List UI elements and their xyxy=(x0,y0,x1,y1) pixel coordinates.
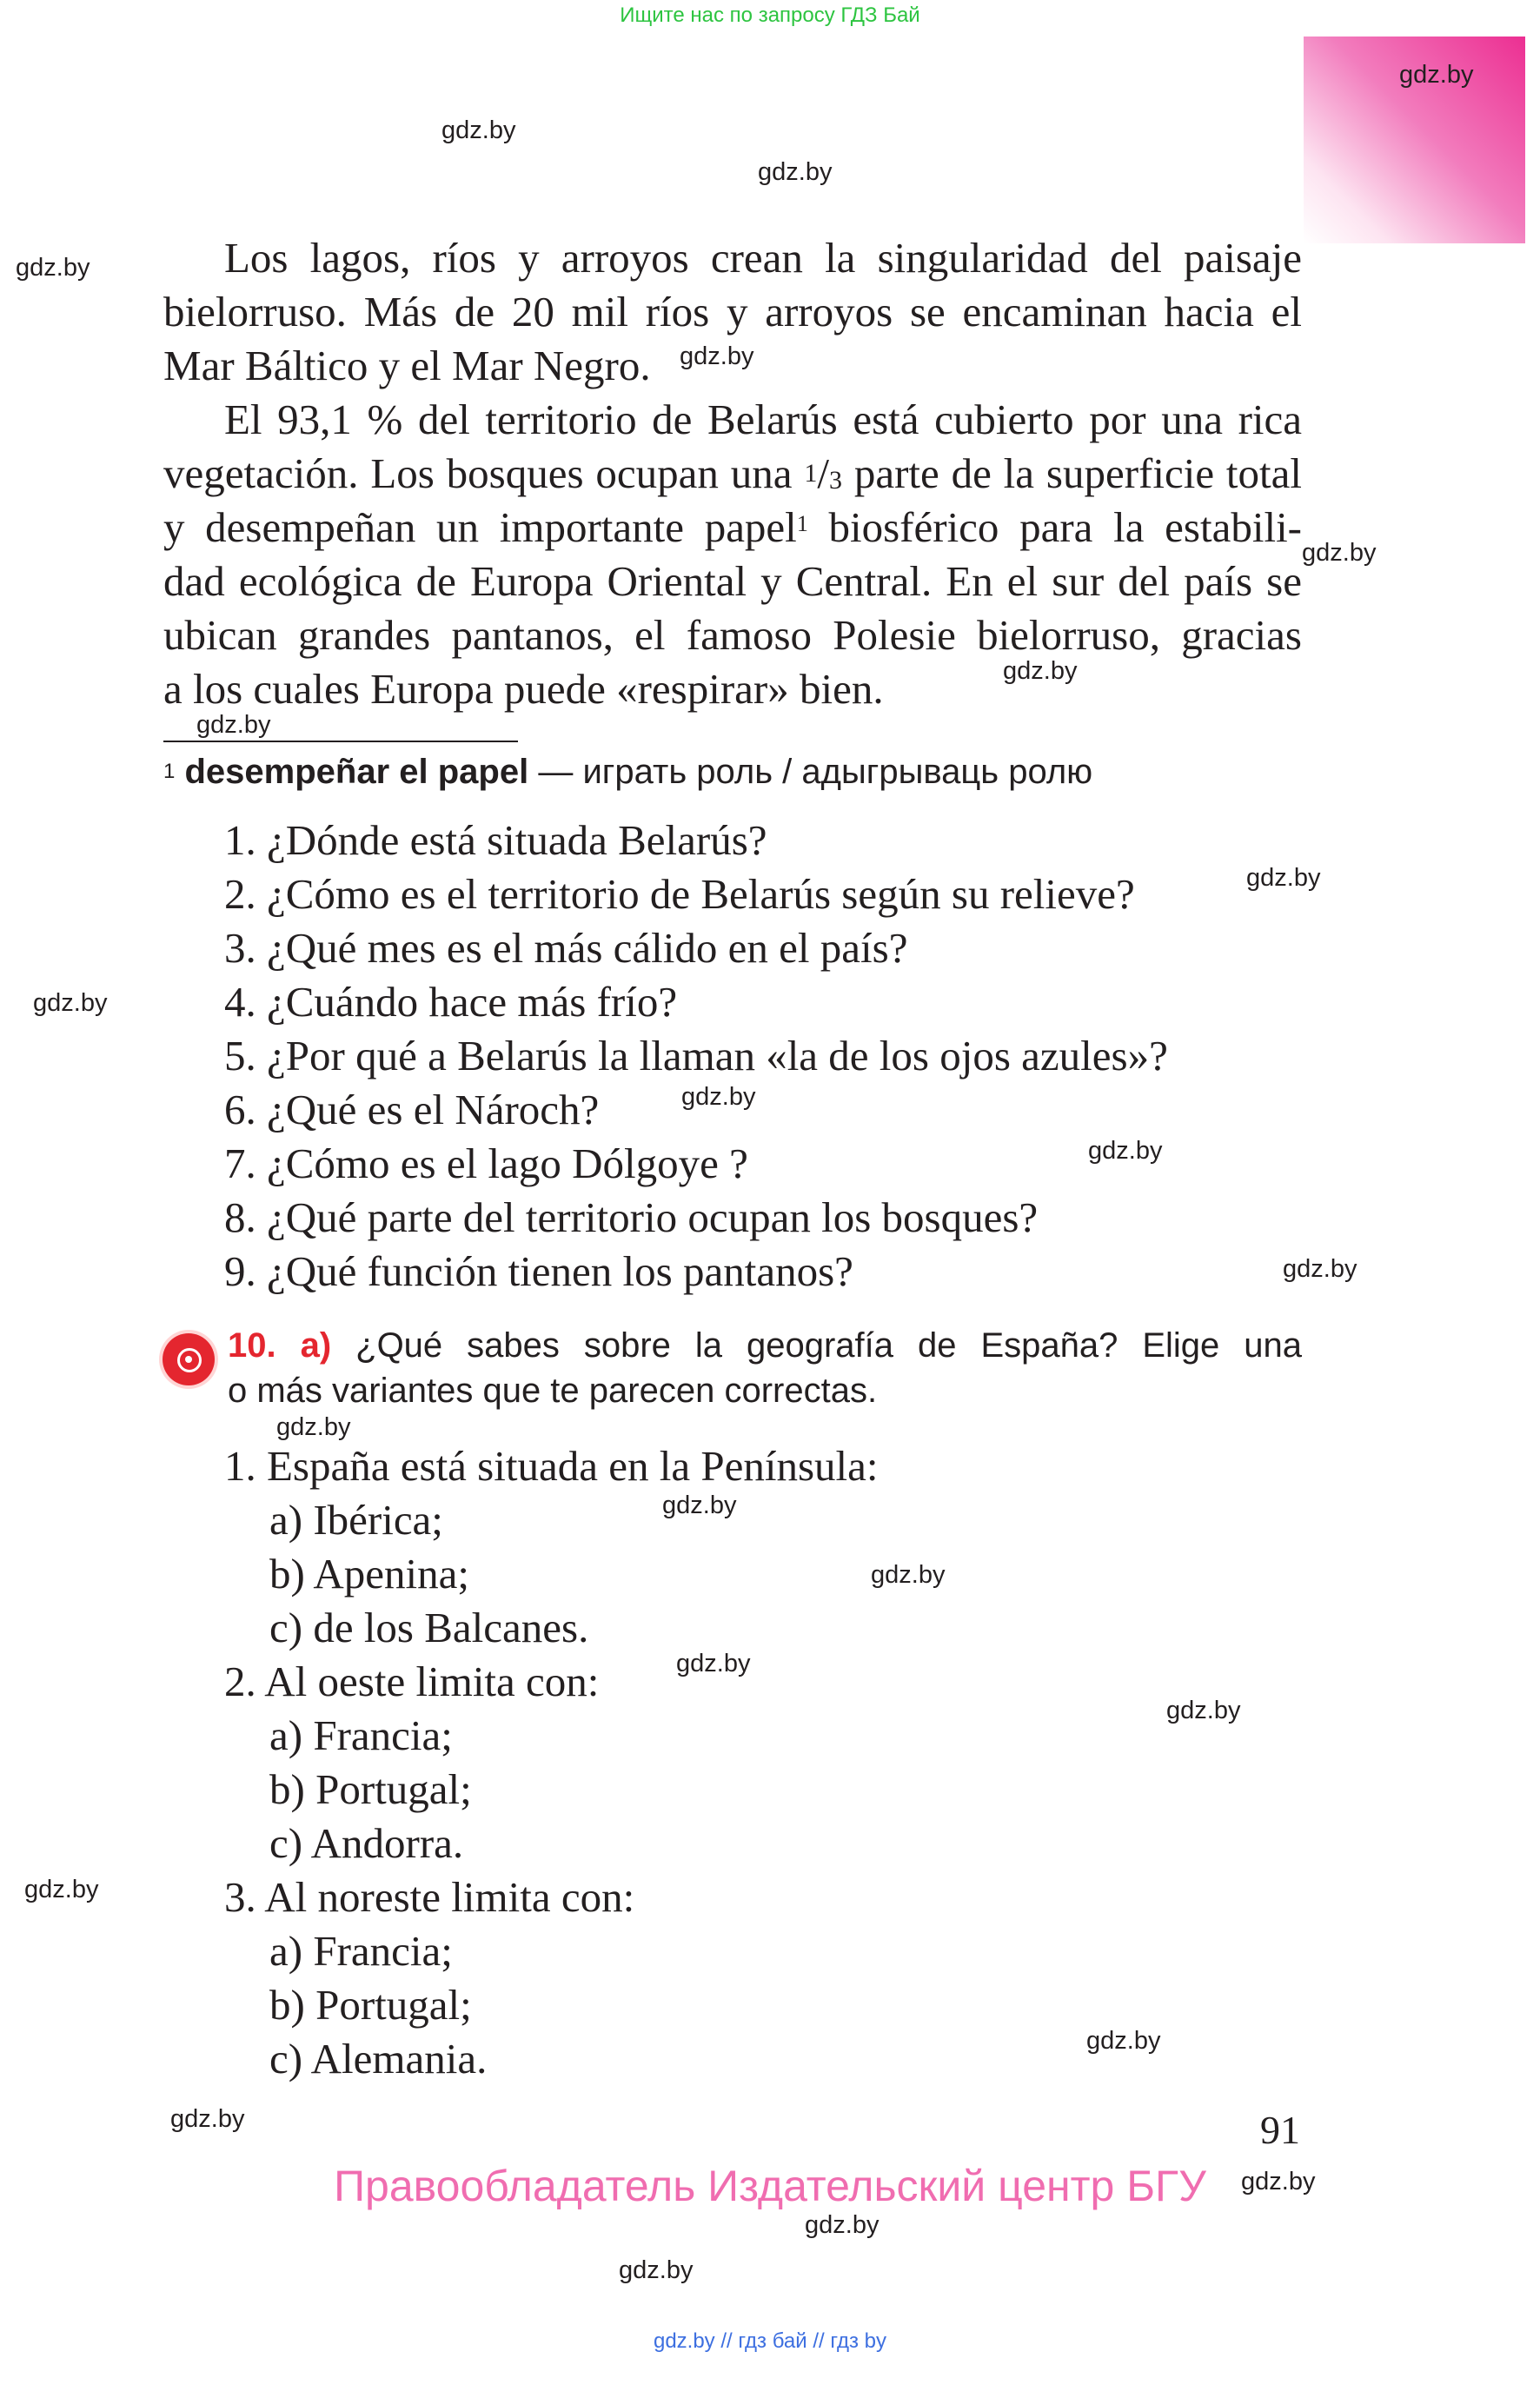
watermark: gdz.by xyxy=(1086,2027,1161,2055)
list-item: 6. ¿Qué es el Nároch? xyxy=(224,1086,600,1133)
paragraph-line xyxy=(163,447,1302,501)
watermark: gdz.by xyxy=(662,1491,737,1519)
list-item: 9. ¿Qué función tienen los pantanos? xyxy=(224,1247,853,1295)
watermark: gdz.by xyxy=(1246,864,1321,892)
paragraph-line: El 93,1 % del territorio de Belarús está cubierto por una rica xyxy=(224,395,1302,443)
footnote-marker: 1 xyxy=(796,511,808,536)
paragraph-line: bielorruso. Más de 20 mil ríos y arroyos se encaminan hacia el xyxy=(163,288,1302,335)
list-item: 3. ¿Qué mes es el más cálido en el país? xyxy=(224,924,908,972)
text-run: parte de la superficie total xyxy=(841,449,1303,497)
watermark: gdz.by xyxy=(24,1876,99,1903)
quiz-question: 3. Al noreste limita con: xyxy=(224,1873,635,1921)
text-run: ¿Qué sabes sobre la geografía de España? Elige una xyxy=(331,1326,1302,1365)
watermark: gdz.by xyxy=(1166,1697,1241,1724)
watermark: gdz.by xyxy=(1302,539,1377,567)
watermark: gdz.by xyxy=(441,116,516,144)
task-number: 10. a) xyxy=(228,1326,332,1365)
paragraph-line: ubican grandes pantanos, el famoso Polesie bielorruso, gracias xyxy=(163,611,1302,659)
text-run: vegetación. Los bosques ocupan una xyxy=(163,449,805,497)
watermark: gdz.by xyxy=(619,2256,694,2284)
quiz-option: b) Portugal; xyxy=(269,1981,472,2029)
watermark: gdz.by xyxy=(1003,657,1078,685)
footnote xyxy=(163,749,1092,794)
watermark: gdz.by xyxy=(758,158,833,186)
text-run: biosférico para la estabili- xyxy=(807,503,1302,551)
footnote-term: desempeñar el papel xyxy=(184,753,529,791)
watermark: gdz.by xyxy=(1241,2168,1316,2196)
list-item: 2. ¿Cómo es el territorio de Belarús según su relieve? xyxy=(224,870,1135,918)
watermark: gdz.by xyxy=(676,1650,751,1677)
paragraph-line: Mar Báltico y el Mar Negro. xyxy=(163,342,651,389)
footnote-marker: 1 xyxy=(163,760,176,783)
paragraph-line: dad ecológica de Europa Oriental y Central. En el sur del país se xyxy=(163,557,1302,605)
footnote-divider xyxy=(163,741,518,742)
text-run: y desempeñan un importante papel xyxy=(163,503,797,551)
watermark: gdz.by xyxy=(871,1561,946,1589)
quiz-option: b) Portugal; xyxy=(269,1765,472,1813)
quiz-option: a) Francia; xyxy=(269,1927,453,1975)
paragraph-line: Los lagos, ríos y arroyos crean la singularidad del paisaje xyxy=(224,234,1302,282)
list-item: 5. ¿Por qué a Belarús la llaman «la de los ojos azules»? xyxy=(224,1032,1168,1080)
quiz-question: 2. Al oeste limita con: xyxy=(224,1658,600,1705)
list-item: 8. ¿Qué parte del territorio ocupan los bosques? xyxy=(224,1193,1039,1241)
paragraph-vegetation xyxy=(163,393,1302,716)
audio-icon xyxy=(163,1333,215,1385)
watermark: gdz.by xyxy=(1088,1137,1163,1165)
watermark: gdz.by xyxy=(680,342,754,370)
fraction-denominator: 3 xyxy=(828,466,842,495)
quiz-option: c) Andorra. xyxy=(269,1819,464,1867)
watermark: gdz.by xyxy=(196,711,271,739)
quiz-option: b) Apenina; xyxy=(269,1550,469,1598)
quiz-list xyxy=(224,1439,879,2086)
watermark: gdz.by xyxy=(170,2105,245,2133)
paragraph-lakes xyxy=(163,231,1302,393)
fraction-slash: / xyxy=(817,449,829,497)
list-item: 7. ¿Cómo es el lago Dólgoye ? xyxy=(224,1139,748,1187)
quiz-question: 1. España está situada en la Península: xyxy=(224,1442,879,1490)
quiz-option: c) de los Balcanes. xyxy=(269,1604,589,1651)
quiz-option: c) Alemania. xyxy=(269,2035,488,2083)
paragraph-line: a los cuales Europa puede «respirar» bien. xyxy=(163,665,884,713)
watermark: gdz.by xyxy=(1283,1255,1357,1283)
page-number: 91 xyxy=(1260,2108,1300,2152)
quiz-option: a) Francia; xyxy=(269,1711,453,1759)
footnote-translation: — играть роль / адыгрываць ролю xyxy=(528,753,1093,791)
paragraph-line xyxy=(163,501,1302,555)
watermark: gdz.by xyxy=(33,989,108,1017)
fraction-numerator: 1 xyxy=(804,459,818,488)
task-line xyxy=(228,1323,1302,1368)
list-item: 4. ¿Cuándo hace más frío? xyxy=(224,978,678,1026)
watermark: gdz.by xyxy=(681,1083,756,1111)
list-item: 1. ¿Dónde está situada Belarús? xyxy=(224,816,767,864)
task-instruction xyxy=(228,1323,1302,1413)
publisher-notice: Правообладатель Издательский центр БГУ xyxy=(334,2162,1206,2210)
top-banner: Ищите нас по запросу ГДЗ Бай xyxy=(620,3,920,27)
task-line: o más variantes que te parecen correctas. xyxy=(228,1372,878,1410)
watermark: gdz.by xyxy=(805,2211,880,2239)
question-list xyxy=(224,814,1168,1299)
quiz-option: a) Ibérica; xyxy=(269,1496,443,1544)
watermark: gdz.by xyxy=(276,1413,351,1441)
bottom-banner[interactable]: gdz.by // гдз бай // гдз by xyxy=(653,2329,887,2353)
watermark: gdz.by xyxy=(16,254,90,282)
watermark: gdz.by xyxy=(1399,61,1474,89)
